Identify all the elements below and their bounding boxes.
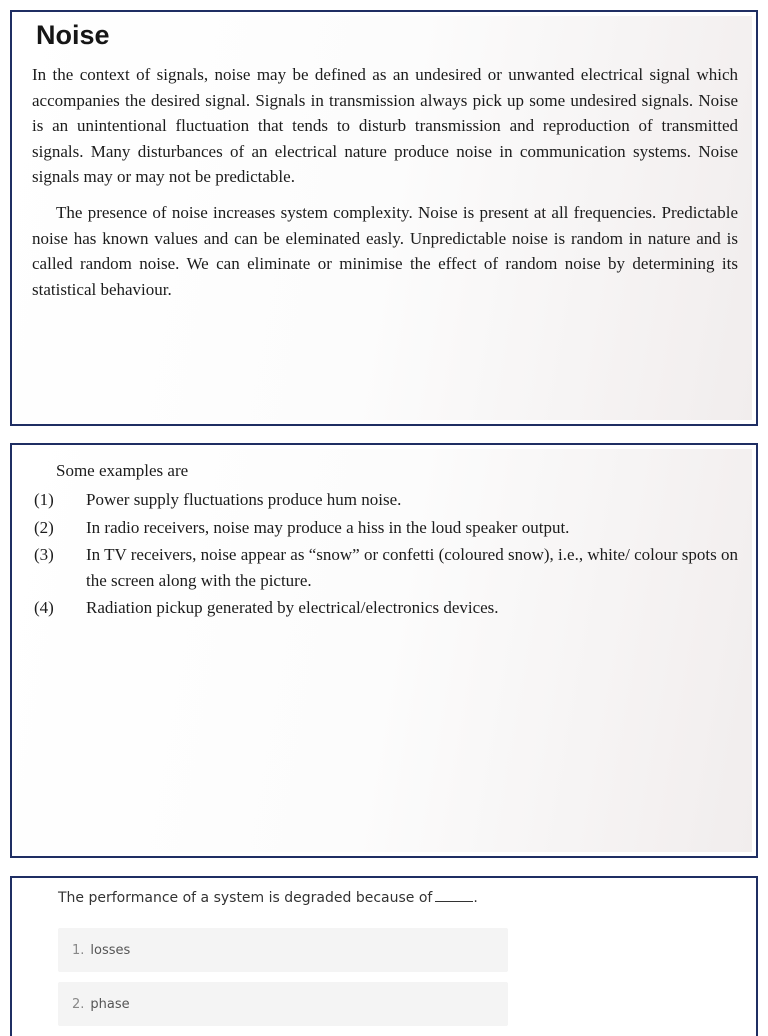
question-text: The performance of a system is degraded because of [58, 890, 433, 906]
example-item [34, 515, 738, 541]
answer-blank [435, 901, 473, 902]
example-number: (1) [34, 490, 54, 509]
option-label: losses [90, 942, 131, 958]
quiz-card [10, 876, 758, 1036]
examples-list [34, 487, 738, 623]
example-item [34, 595, 738, 621]
option-label: phase [90, 996, 130, 1012]
example-item [34, 542, 738, 593]
noise-paragraph-2: The presence of noise increases system complexity. Noise is present at all frequencies. Predictable noise has known values and can be eleminated easly. Unpredictable noise is random in nature and is called random noise. We can eliminate or minimise the effect of random noise by determining its statistical behaviour. [32, 203, 738, 299]
examples-intro: Some examples are [56, 461, 189, 480]
quiz-question [58, 890, 478, 906]
option-number: 2. [72, 996, 85, 1012]
noise-title: Noise [36, 20, 110, 50]
example-number: (2) [34, 517, 54, 537]
example-number: (3) [34, 545, 54, 564]
answer-option-phase[interactable] [58, 982, 508, 1026]
example-number: (4) [34, 598, 54, 617]
noise-card [10, 10, 758, 426]
example-item [34, 487, 738, 513]
example-text: Radiation pickup generated by electrical/electronics devices. [86, 598, 499, 617]
option-number: 1. [72, 942, 85, 958]
example-text: In TV receivers, noise appear as “snow” or confetti (coloured snow), i.e., white/ colour spots on the screen along with the picture. [86, 545, 738, 590]
example-text: Power supply fluctuations produce hum noise. [86, 490, 402, 509]
examples-card [10, 443, 758, 858]
answer-option-losses[interactable] [58, 928, 508, 972]
question-end: . [473, 890, 478, 906]
example-text: In radio receivers, noise may produce a hiss in the loud speaker output. [86, 517, 570, 537]
noise-paragraph-1: In the context of signals, noise may be defined as an undesired or unwanted electrical signal which accompanies the desired signal. Signals in transmission always pick up some undesired signals. Noise is an unintentional fluctuation that tends to disturb transmission and reproduction of transmitted signals. Many disturbances of an electrical nature produce noise in communication systems. Noise signals may or may not be predictable. [32, 65, 738, 186]
